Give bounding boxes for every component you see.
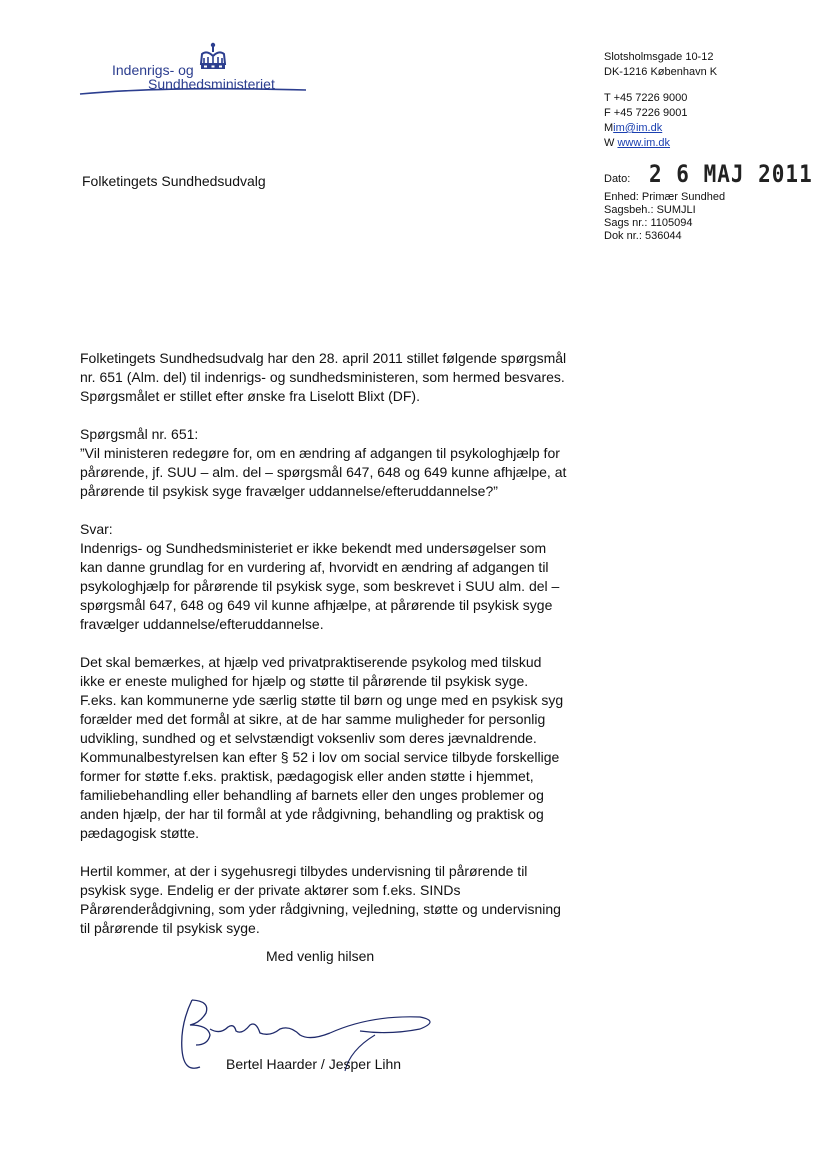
logo-text-line2: Sundhedsministeriet [148, 76, 275, 92]
date-row [604, 160, 813, 191]
ministry-address [604, 50, 717, 80]
ministry-logo [78, 42, 308, 102]
contact-details [604, 91, 688, 151]
contact-label: T [604, 92, 611, 104]
closing-greeting: Med venlig hilsen [266, 948, 375, 964]
intro-paragraph: Folketingets Sundhedsudvalg har den 28. april 2011 stillet følgende spørgsmål nr. 651 (Alm. del) til indenrigs- og sundhedsministeren, som hermed besvares. Spørgsmålet er stillet efter ønske fra Liselott Blixt (DF). [80, 350, 567, 404]
contact-email [604, 121, 688, 136]
answer-paragraph: Svar: Indenrigs- og Sundhedsministeriet er ikke bekendt med undersøgelser som kan danne grundlag for en vurdering af, hvorvidt en ændring af adgangen til psykologhjælp for pårørende til psykisk syge, som beskrevet i SUU alm. del – spørgsmål 647, 648 og 649 vil kunne afhjælpe, at pårørende til psykisk syge fravælger uddannelse/efteruddannelse. [80, 521, 560, 632]
additional-paragraph: Hertil kommer, at der i sygehusregi tilbydes undervisning til pårørende til psykisk syge. Endelig er der private aktører som f.eks. SINDs Pårørenderådgivning, som yder rådgivning, vejledning, støtte og undervisning til pårørende til psykisk syge. [80, 863, 561, 936]
document-meta [604, 160, 813, 243]
remark-paragraph: Det skal bemærkes, at hjælp ved privatpraktiserende psykolog med tilskud ikke er eneste mulighed for hjælp og støtte til pårørende til psykisk syge. F.eks. kan kommunerne yde særlig støtte til børn og unge med en psykisk syg forælder med det formål at sikre, at de har samme muligheder for personlig udvikling, sundhed og et selvstændigt voksenliv som deres jævnaldrende. Kommunalbestyrelsen kan efter § 52 i lov om social service tilbyde forskellige former for støtte f.eks. praktisk, pædagogisk eller anden støtte i hjemmet, familiebehandling eller behandling af barnets eller den unges problemer og anden hjælp, der har til formål at yde rådgivning, behandling og praktisk og pædagogisk støtte. [80, 654, 564, 841]
contact-label: W [604, 137, 615, 149]
question-paragraph: Spørgsmål nr. 651: ”Vil ministeren redegøre for, om en ændring af adgangen til psykologhjælp for pårørende, jf. SUU – alm. del – spørgsmål 647, 648 og 649 kunne afhjælpe, at pårørende til psykisk syge fravælger uddannelse/efteruddannelse?” [80, 426, 567, 499]
contact-value: +45 7226 9001 [613, 107, 688, 119]
address-street: Slotsholmsgade 10-12 [604, 51, 714, 63]
signatory-names: Bertel Haarder / Jesper Lihn [226, 1056, 402, 1072]
contact-label: M [604, 122, 614, 134]
email-link[interactable]: im@im.dk [613, 122, 663, 134]
contact-fax [604, 106, 688, 121]
document-number: Dok nr.: 536044 [604, 230, 682, 242]
recipient: Folketingets Sundhedsudvalg [82, 173, 266, 189]
address-city: DK-1216 København K [604, 66, 718, 78]
logo-text-line1: Indenrigs- og [112, 62, 194, 78]
crown-icon [198, 42, 228, 74]
date-label: Dato: [604, 173, 631, 185]
contact-value: +45 7226 9000 [613, 92, 688, 104]
case-number: Sags nr.: 1105094 [604, 217, 693, 229]
date-stamp: 2 6 MAJ 2011 [649, 160, 813, 188]
contact-label: F [604, 107, 611, 119]
website-link[interactable]: www.im.dk [617, 137, 671, 149]
logo-swoosh [78, 80, 308, 100]
contact-web [604, 136, 688, 151]
case-officer: Sagsbeh.: SUMJLI [604, 204, 696, 216]
contact-phone [604, 91, 688, 106]
letter-body [80, 349, 580, 957]
unit: Enhed: Primær Sundhed [604, 191, 726, 203]
